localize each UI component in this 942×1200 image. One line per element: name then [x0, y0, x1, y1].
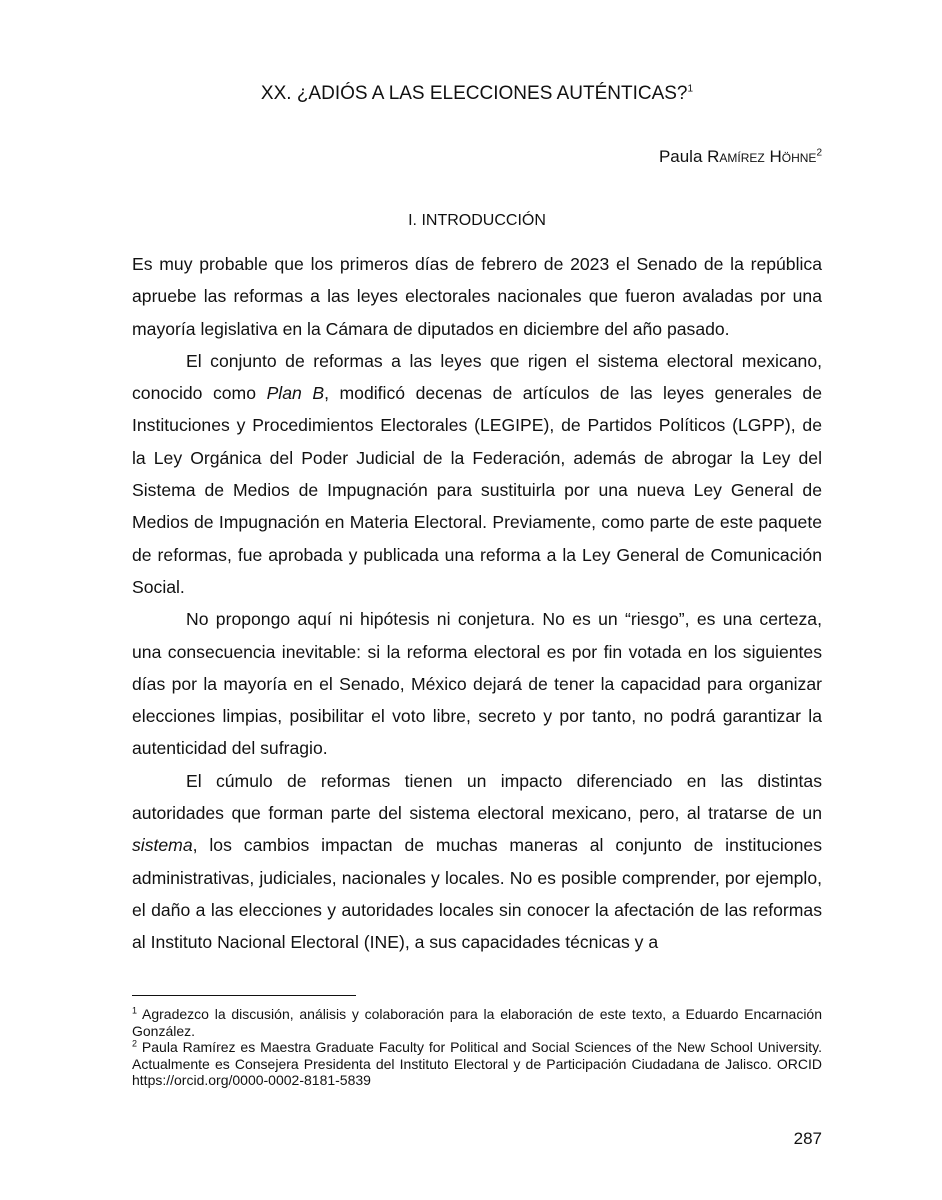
section-heading: I. INTRODUCCIÓN	[408, 212, 546, 229]
body-text	[132, 248, 822, 959]
paragraph-1: Es muy probable que los primeros días de febrero de 2023 el Senado de la república apruebe las reformas a las leyes electorales nacionales que fueron avaladas por una mayoría legislativa en la Cámara de diputados en diciembre del año pasado.	[132, 254, 822, 339]
plan-b-emphasis: Plan B	[266, 383, 325, 404]
paragraph-4-text-a: El cúmulo de reformas tienen un impacto diferenciado en las distintas autoridades que forman parte del sistema electoral mexicano, pero, al tratarse de un	[132, 770, 822, 824]
paragraph-4-text-b: , los cambios impactan de muchas maneras al conjunto de instituciones administrativas, judiciales, nacionales y locales. No es posible comprender, por ejemplo, el daño a las elecciones y autoridades locales sin conocer la afectación de las reformas al Instituto Nacional Electoral (INE), a sus capacidades técnicas y a	[132, 835, 822, 953]
footnote-1-text: Agradezco la discusión, análisis y colaboración para la elaboración de este texto, a Eduardo Encarnación González.	[132, 1006, 822, 1039]
footnote-2-text: Paula Ramírez es Maestra Graduate Faculty for Political and Social Sciences of the New School University. Actualmente es Consejera Presidenta del Instituto Electoral y de Participación Ciudadana de Jalisco. ORCID https://orcid.org/0000-0002-8181-5839	[132, 1039, 822, 1088]
page-number: 287	[793, 1129, 822, 1148]
paragraph-2	[132, 345, 822, 603]
author-first-name: Paula	[658, 147, 703, 166]
paragraph-2-text-b: , modificó decenas de artículos de las leyes generales de Instituciones y Procedimientos Electorales (LEGIPE), de Partidos Políticos (LGPP), de la Ley Orgánica del Poder Judicial de la Federación, además de abrogar la Ley del Sistema de Medios de Impugnación para sustituirla por una nueva Ley General de Medios de Impugnación en Materia Electoral. Previamente, como parte de este paquete de reformas, fue aprobada y publicada una reforma a la Ley General de Comunicación Social.	[132, 383, 823, 597]
chapter-title-text: XX. ¿ADIÓS A LAS ELECCIONES AUTÉNTICAS?	[260, 83, 688, 104]
footnote-1-number: 1	[132, 1005, 138, 1016]
chapter-title	[132, 82, 822, 106]
footnote-separator	[132, 995, 356, 996]
author-byline	[659, 146, 822, 168]
document-page	[132, 0, 822, 1200]
footnote-2-number: 2	[132, 1038, 138, 1049]
sistema-emphasis: sistema	[132, 835, 193, 856]
paragraph-3: No propongo aquí ni hipótesis ni conjetura. No es un “riesgo”, es una certeza, una consecuencia inevitable: si la reforma electoral es por fin votada en los siguientes días por la mayoría en el Senado, México dejará de tener la capacidad para organizar elecciones limpias, posibilitar el voto libre, secreto y por tanto, no podrá garantizar la autenticidad del sufragio.	[132, 609, 822, 759]
footnote-2	[132, 1039, 822, 1089]
footnote-1	[132, 1006, 822, 1039]
paragraph-2-text-a: El conjunto de reformas a las leyes que rigen el sistema electoral mexicano, conocido como	[132, 350, 822, 404]
author-surname: Ramírez Höhne	[707, 147, 817, 166]
author-footnote-marker[interactable]: 2	[816, 147, 822, 159]
paragraph-4	[132, 765, 822, 959]
footnotes	[132, 1006, 822, 1089]
title-footnote-marker[interactable]: 1	[687, 83, 694, 95]
